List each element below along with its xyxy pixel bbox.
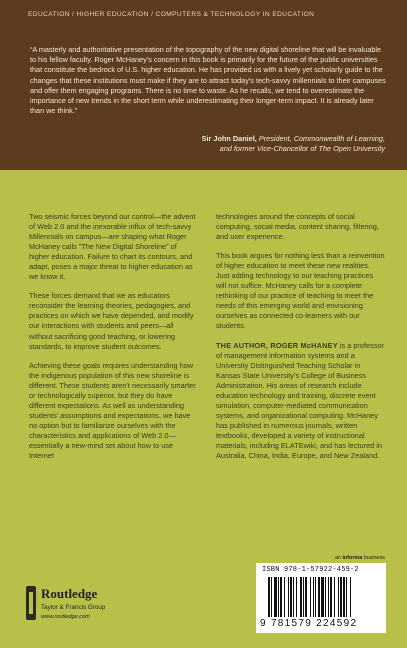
author-heading: THE AUTHOR, ROGER McHANEY [216,340,338,350]
publisher-logo [26,586,146,626]
barcode-bar [315,577,316,617]
barcode-bar [325,577,326,617]
barcode-bar [338,577,339,617]
barcode-bar [305,577,307,617]
barcode-bar [346,577,347,617]
description-columns [29,212,385,470]
attribution-name: Sir John Daniel, [201,134,257,143]
barcode-bar [280,577,282,617]
barcode-bar [303,577,304,617]
barcode-bar [271,577,272,617]
attribution-role: President, Commonwealth of Learning, [258,134,385,143]
barcode-bar [278,577,279,617]
publisher-name: Routledge [41,586,98,601]
barcode-bar [343,577,345,617]
description-paragraph: These forces demand that we as educators reconsider the learning theories, pedagogies, and practices on which we have depended, and modify our interactions with students and peers—all without sacrificing good teaching, or lowering standards, to improve student outcomes. [29,291,194,351]
informa-brand: informa [342,555,363,561]
barcode-bar [274,577,277,617]
barcode-bar [268,577,270,617]
barcode-bar [293,577,294,617]
barcode-icon [268,577,376,617]
barcode-bar [284,577,285,617]
routledge-logo-icon [26,586,36,620]
right-column [216,212,385,470]
informa-prefix: an [334,555,341,561]
author-bio-text: is a professor of management information systems and a University Distinguished Teaching Scholar in Kansas State University’s College of Business Administration. His areas of research include education technology and training, discrete event simulation, computer-mediated communication systems, and organizational computing. McHaney has published in numerous journals, written textbooks, developed a variety of instructional materials, including ELATEwiki, and has lectured in Australia, China, India, Europe, and New Zealand. [216,340,384,461]
barcode-digits: 9 781579 224592 [260,618,358,629]
barcode-bar [318,577,320,617]
left-column [29,212,198,470]
description-paragraph: technologies around the concepts of social computing, social media, content sharing, filtering, and user experience. [216,212,379,242]
subject-breadcrumb: EDUCATION / HIGHER EDUCATION / COMPUTERS & TECHNOLOGY IN EDUCATION [28,11,315,18]
barcode-bar [313,577,314,617]
description-paragraph: This book argues for nothing less than a reinvention of higher education to meet these new realities. Just adding technology to our teaching practices will not suffice. McHaney calls for a complete rethinking of our practice of teaching to meet the needs of this emerging world and envisioning ourselves as connected co-learners with our students. [216,251,385,331]
barcode-bar [296,577,297,617]
barcode-panel [256,563,386,633]
isbn-label: ISBN 978-1-57922-459-2 [262,566,359,574]
barcode-bar [334,577,335,617]
barcode-bar [321,577,324,617]
barcode-bar [310,577,311,617]
informa-tagline [335,555,385,561]
author-bio [216,341,385,462]
quote-attribution [202,134,385,155]
barcode-bar [288,577,289,617]
barcode-bar [300,577,302,617]
attribution-role-secondary: and former Vice-Chancellor of The Open University [219,144,385,154]
publisher-group: Taylor & Francis Group [41,604,106,611]
description-paragraph: Achieving these goals requires understanding how the indigenous population of this new shoreline is different. These students aren’t necessarily smarter or technologically superior, but they do have different expectations. As well as understanding students’ assumptions and expectations, we have no option but to familiarize ourselves with the characteristics and applications of Web 2.0—essentially a new-mind set about how to use Internet [29,360,196,461]
publisher-url: www.routledge.com [41,614,90,620]
barcode-bar [350,577,351,617]
description-paragraph: Two seismic forces beyond our control—the advent of Web 2.0 and the inexorable influx of tech-savvy Millennials on campus—are shaping what Roger McHaney calls “The New Digital Shoreline” of higher education. Failure to chart its contours, and adapt, poses a major threat to higher education as we know it. [29,212,196,282]
endorsement-band [0,0,407,170]
barcode-bar [328,577,329,617]
barcode-bar [340,577,342,617]
barcode-bar [290,577,292,617]
informa-suffix: business [363,555,385,561]
barcode-bar [330,577,332,617]
endorsement-quote: “A masterly and authoritative presentation of the topography of the new digital shoreline that will be invaluable to his fellow faculty. Roger McHaney’s concern in this book is primarily for the future of the public universities that constitute the bedrock of U.S. higher education. He has provided us with a lively yet scholarly guide to the changes that these institutions must make if they are to attract today’s tech-savvy millennials to their campuses and offer them engaging programs. There is no time to waste. As he recalls, we tend to overestimate the importance of new trends in the short term while underestimating their longer-term impact. It is already later than we think.” [30,45,386,116]
